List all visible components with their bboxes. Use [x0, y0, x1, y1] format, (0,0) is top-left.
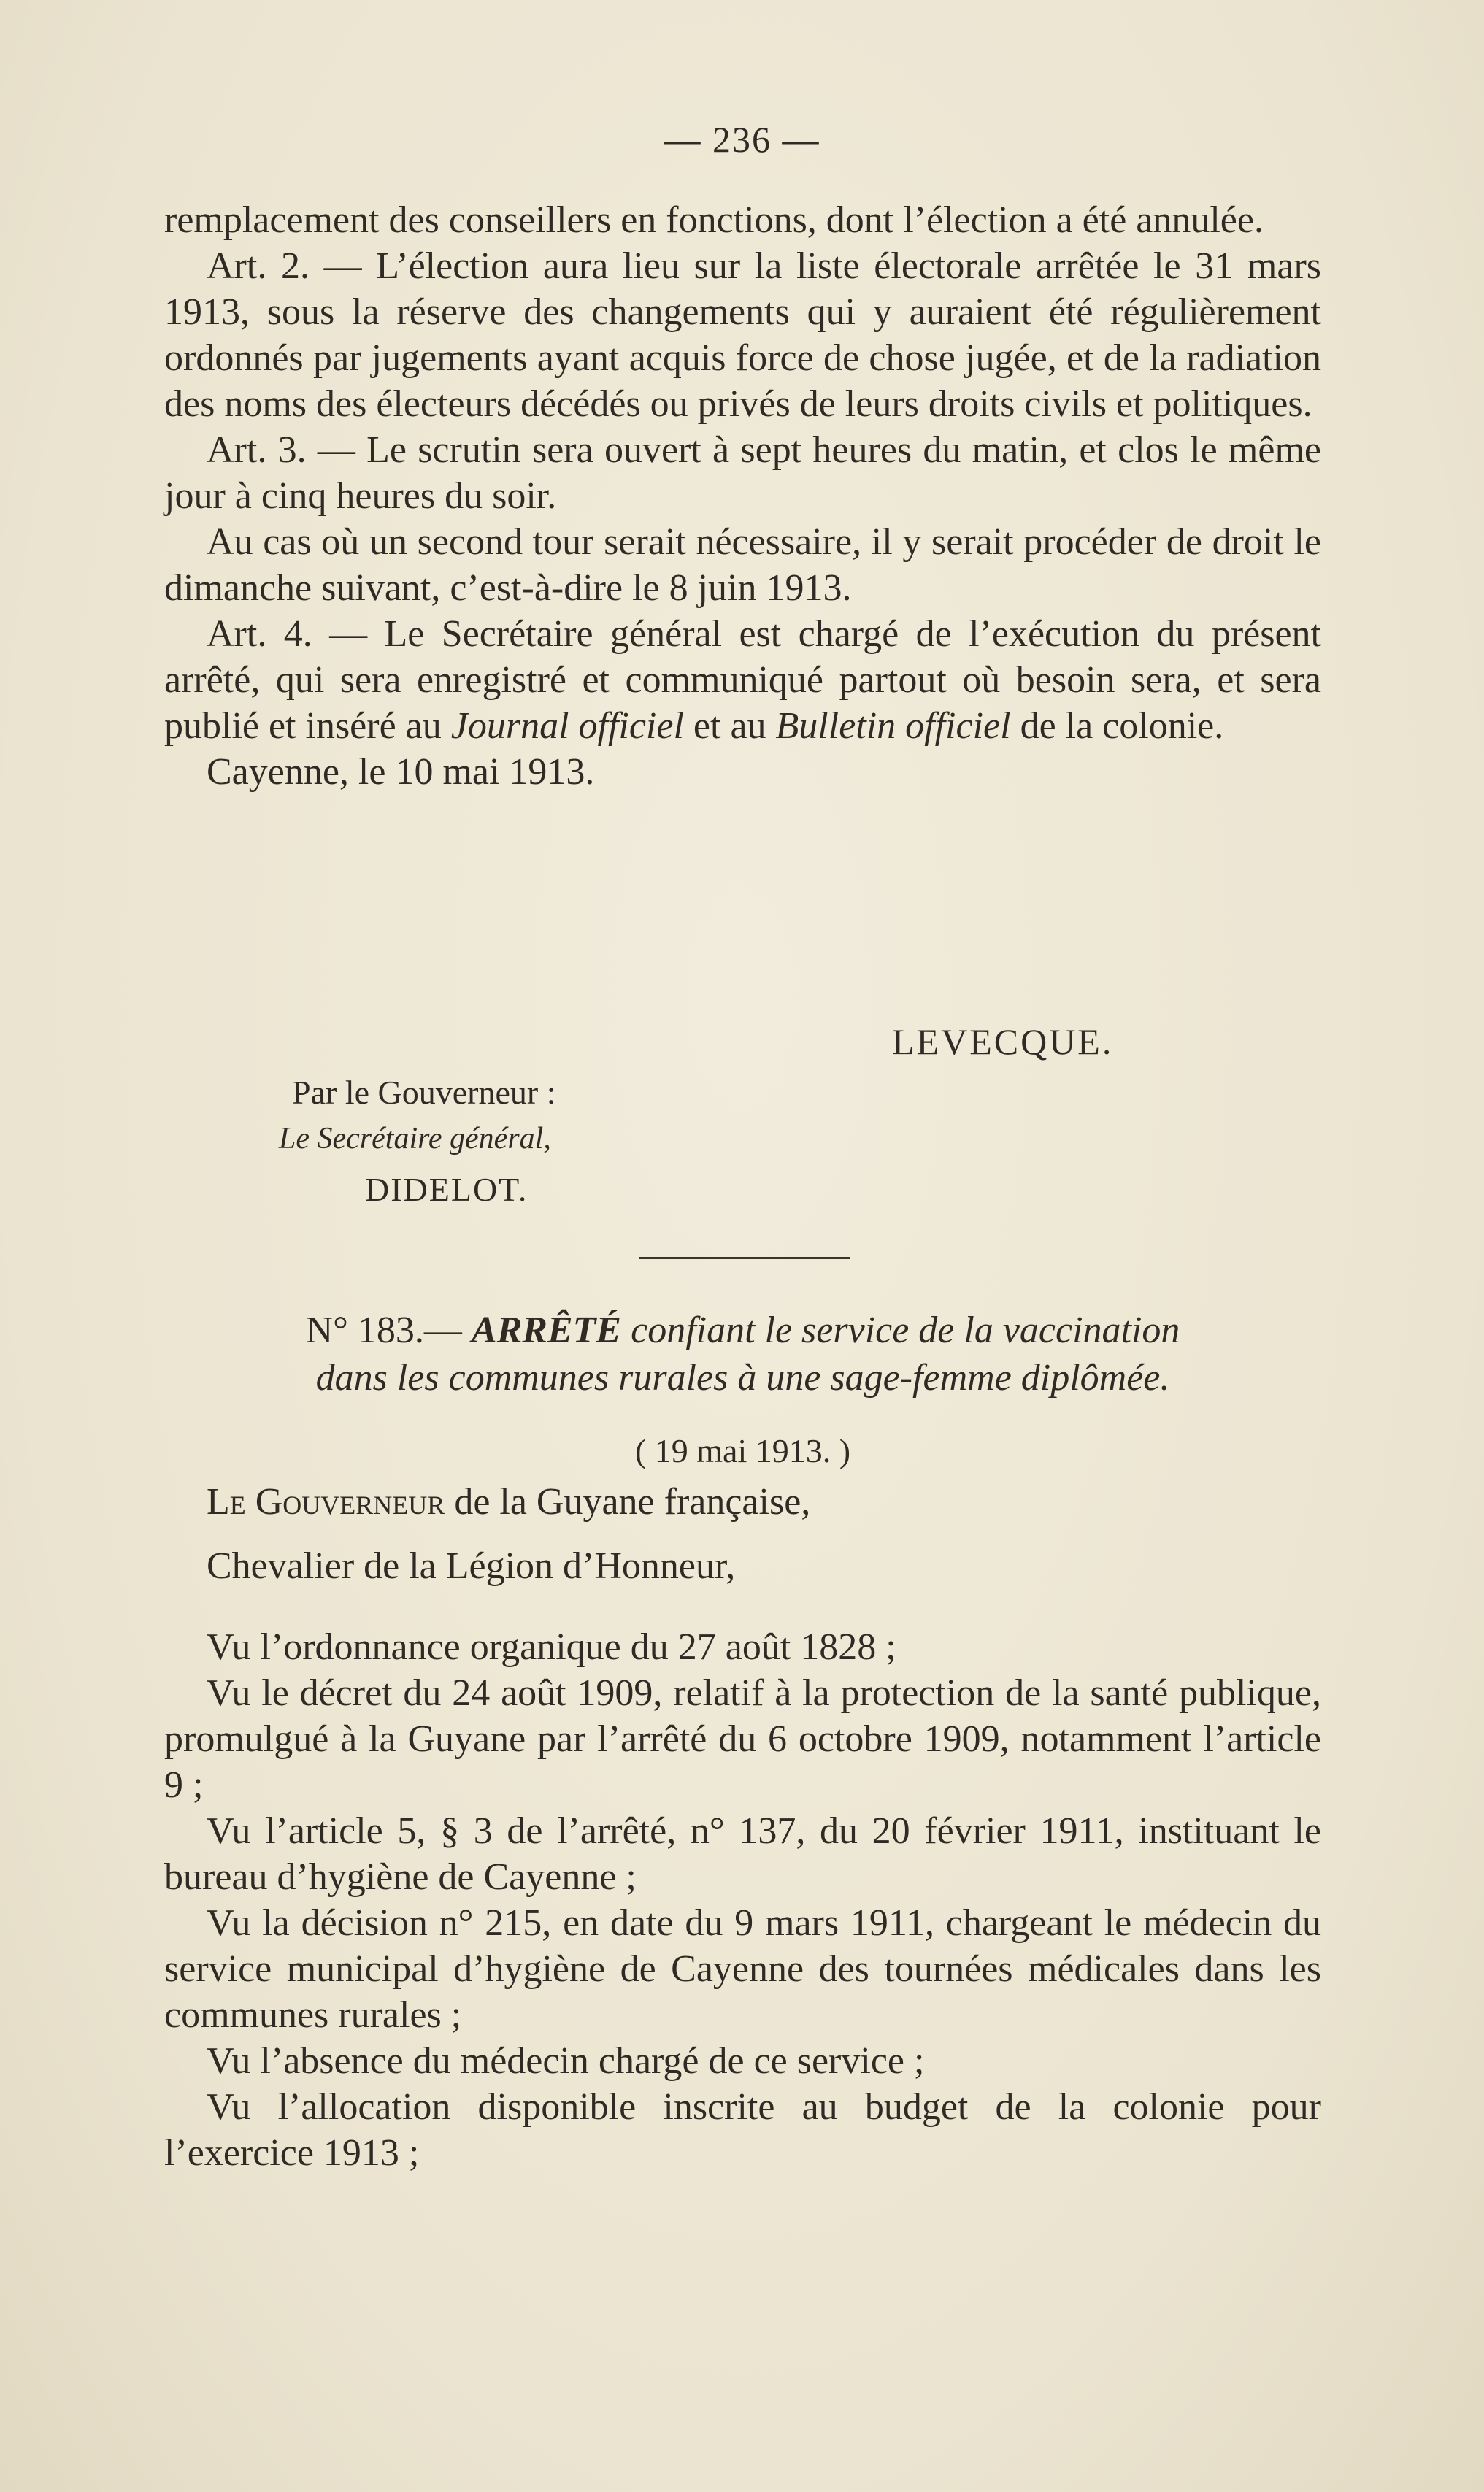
article-text-top — [164, 197, 1321, 795]
preamble — [164, 1478, 1321, 1591]
preamble-chevalier: Chevalier de la Légion d’Honneur, — [207, 1545, 736, 1587]
section-divider — [639, 1257, 850, 1259]
governor-signature: LEVECQUE. — [892, 1021, 1114, 1062]
arrete-title-rest: confiant le service de la vaccination — [631, 1310, 1180, 1351]
bulletin-officiel: Bulletin officiel — [775, 705, 1011, 747]
vu-decret: Vu le décret du 24 août 1909, relatif à la protection de la santé publique, promulgué à la Guyane par l’arrêté du 6 octobre 1909, notamment l’article 9 ; — [164, 1672, 1321, 1806]
vu-absence: Vu l’absence du médecin chargé de ce service ; — [207, 2040, 925, 2082]
paragraph-art-3: Art. 3. — Le scrutin sera ouvert à sept heures du matin, et clos le même jour à cinq heures du soir. — [164, 429, 1321, 517]
secretaire-title: Le Secrétaire général, — [279, 1122, 551, 1155]
art4-end: de la colonie. — [1010, 705, 1224, 747]
vu-decision: Vu la décision n° 215, en date du 9 mars 1911, chargeant le médecin du service municipal d’hygiène de Cayenne des tournées médicales dans les communes rurales ; — [164, 1902, 1321, 2036]
vu-section — [164, 1624, 1321, 2176]
journal-officiel: Journal officiel — [450, 705, 684, 747]
vu-article: Vu l’article 5, § 3 de l’arrêté, n° 137, du 20 février 1911, instituant le bureau d’hygiène de Cayenne ; — [164, 1810, 1321, 1898]
arrete-title-line2: dans les communes rurales à une sage-femme diplômée. — [315, 1357, 1170, 1399]
le-gouverneur: Le Gouverneur — [207, 1481, 445, 1523]
art4-text: Art. 4. — Le Secrétaire général est chargé de l’exécution du présent arrêté, qui sera enregistré et communiqué partout où besoin sera, et sera publié et inséré au — [164, 613, 1321, 747]
arrete-date: ( 19 mai 1913. ) — [634, 1432, 851, 1469]
arrete-title — [164, 1307, 1321, 1401]
paragraph-second-tour: Au cas où un second tour serait nécessaire, il y serait procéder de droit le dimanche suivant, c’est-à-dire le 8 juin 1913. — [164, 521, 1321, 609]
paragraph-continuation: remplacement des conseillers en fonctions, dont l’élection a été annulée. — [164, 199, 1264, 241]
art4-and: et au — [683, 705, 776, 747]
secretaire-name: DIDELOT. — [365, 1171, 528, 1208]
par-le-gouverneur: Par le Gouverneur : — [292, 1074, 556, 1111]
page-number: — 236 — — [664, 119, 820, 160]
gouverneur-rest: de la Guyane française, — [445, 1481, 811, 1523]
vu-ordonnance: Vu l’ordonnance organique du 27 août 1828 ; — [207, 1626, 896, 1668]
paragraph-art-2: Art. 2. — L’élection aura lieu sur la liste électorale arrêtée le 31 mars 1913, sous la réserve des changements qui y auraient été régulièrement ordonnés par jugements ayant acquis force de chose jugée, et de la radiation des noms des électeurs décédés ou privés de leurs droits civils et politiques. — [164, 245, 1321, 425]
arrete-keyword: ARRÊTÉ — [471, 1310, 622, 1351]
vu-allocation: Vu l’allocation disponible inscrite au budget de la colonie pour l’exercice 1913 ; — [164, 2086, 1321, 2174]
preamble-gouverneur — [164, 1478, 1321, 1526]
place-date: Cayenne, le 10 mai 1913. — [207, 751, 595, 793]
paragraph-art-4 — [164, 611, 1321, 749]
arrete-number: N° 183.— — [305, 1310, 462, 1351]
